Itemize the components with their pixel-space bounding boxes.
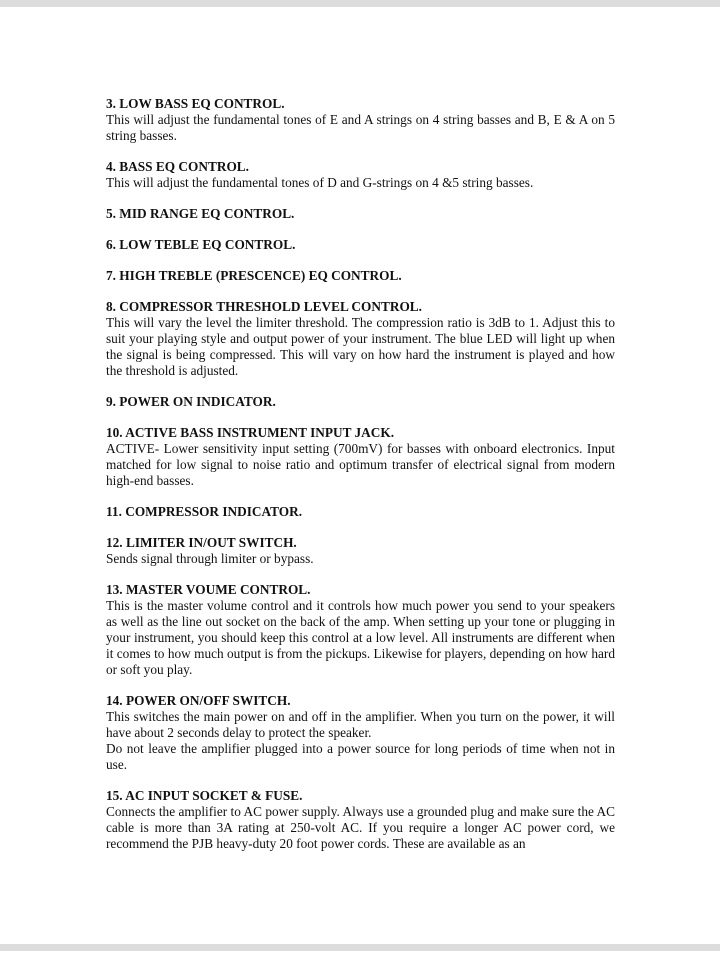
top-scroll-divider: [0, 0, 720, 7]
section-paragraph: Connects the amplifier to AC power supply. Always use a grounded plug and make sure the AC cable is more than 3A rating at 250-volt AC. If you require a longer AC power cord, we recommend the PJB heavy-duty 20 foot power cords. These are available as an: [106, 804, 615, 851]
section-heading: 10. ACTIVE BASS INSTRUMENT INPUT JACK.: [106, 425, 395, 440]
section-heading: 3. LOW BASS EQ CONTROL.: [106, 96, 285, 111]
section-heading: 15. AC INPUT SOCKET & FUSE.: [106, 788, 303, 803]
section-power-switch: [106, 693, 615, 773]
section-limiter-switch: [106, 535, 615, 567]
section-paragraph: ACTIVE- Lower sensitivity input setting (700mV) for basses with onboard electronics. Input matched for low signal to noise ratio and optimum transfer of electrical signal from modern high-end basses.: [106, 441, 615, 488]
section-heading: 6. LOW TEBLE EQ CONTROL.: [106, 237, 296, 252]
section-heading: 9. POWER ON INDICATOR.: [106, 394, 276, 409]
section-heading: 11. COMPRESSOR INDICATOR.: [106, 504, 303, 519]
section-paragraph: This is the master volume control and it controls how much power you send to your speakers as well as the line out socket on the back of the amp. When setting up your tone or plugging in your instrument, you should keep this control at a low level. All instruments are different when it comes to how much output is from the pickups. Likewise for players, depending on how hard or soft you play.: [106, 598, 615, 677]
section-heading: 7. HIGH TREBLE (PRESCENCE) EQ CONTROL.: [106, 268, 402, 283]
section-ac-input: [106, 788, 615, 852]
section-bass-eq: [106, 159, 615, 191]
section-heading: 5. MID RANGE EQ CONTROL.: [106, 206, 295, 221]
section-heading: 4. BASS EQ CONTROL.: [106, 159, 249, 174]
section-high-treble-eq: [106, 268, 615, 284]
section-active-input-jack: [106, 425, 615, 489]
section-heading: 13. MASTER VOUME CONTROL.: [106, 582, 311, 597]
section-paragraph: Sends signal through limiter or bypass.: [106, 551, 314, 566]
manual-content: [106, 96, 615, 867]
section-paragraph: This will adjust the fundamental tones of D and G-strings on 4 &5 string basses.: [106, 175, 534, 190]
section-low-bass-eq: [106, 96, 615, 144]
section-paragraph: This switches the main power on and off in the amplifier. When you turn on the power, it will have about 2 seconds delay to protect the speaker.: [106, 709, 615, 740]
section-heading: 12. LIMITER IN/OUT SWITCH.: [106, 535, 297, 550]
section-paragraph: This will vary the level the limiter threshold. The compression ratio is 3dB to 1. Adjust this to suit your playing style and output power of your instrument. The blue LED will light up when the signal is being compressed. This will vary on how hard the instrument is played and how the threshold is adjusted.: [106, 315, 615, 378]
section-compressor-threshold: [106, 299, 615, 379]
section-paragraph: This will adjust the fundamental tones of E and A strings on 4 string basses and B, E & A on 5 string basses.: [106, 112, 615, 143]
section-power-on-indicator: [106, 394, 615, 410]
section-master-volume: [106, 582, 615, 678]
section-low-treble-eq: [106, 237, 615, 253]
section-mid-range-eq: [106, 206, 615, 222]
bottom-scroll-divider: [0, 944, 720, 951]
section-heading: 14. POWER ON/OFF SWITCH.: [106, 693, 291, 708]
section-paragraph: Do not leave the amplifier plugged into a power source for long periods of time when not in use.: [106, 741, 615, 772]
section-heading: 8. COMPRESSOR THRESHOLD LEVEL CONTROL.: [106, 299, 422, 314]
section-compressor-indicator: [106, 504, 615, 520]
